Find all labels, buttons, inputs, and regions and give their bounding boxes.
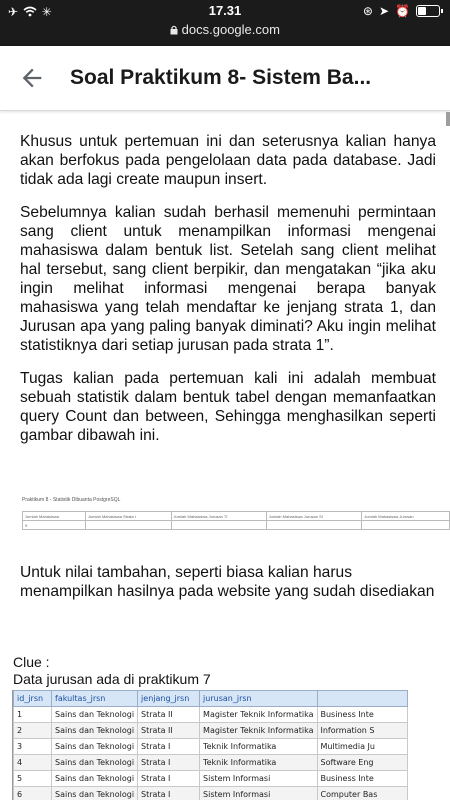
table-cell: Computer Bas [317, 787, 407, 800]
column-header-jurusan: jurusan_jrsn [200, 691, 317, 707]
table-cell: Magister Teknik Informatika [200, 707, 317, 723]
table-cell: Sains dan Teknologi [52, 755, 138, 771]
paragraph-2: Sebelumnya kalian sudah berhasil memenuhi permintaan sang client untuk menampilkan informasi mengenai mahasiswa dalam bentuk list. Setelah sang client melihat hal tersebut, sang client berpikir, dan mengatakan “jika aku ingin melihat informasi mengenai berapa banyak mahasiswa yang telah mendaftar ke jenjang strata 1, dan Jurusan apa yang paling banyak diminati? Aku ingin melihat statistiknya dari setiap jurusan pada strata 1”. [20, 204, 436, 354]
table-cell: Sains dan Teknologi [52, 707, 138, 723]
table-cell: Multimedia Ju [317, 739, 407, 755]
thumbnail-title: Praktikum 8 - Statistik Dibuanta PostgreSQL [22, 497, 121, 503]
lock-icon [170, 25, 178, 35]
table-row [14, 787, 408, 800]
table-cell: Strata I [138, 739, 200, 755]
table-cell: Software Eng [317, 755, 407, 771]
table-cell: Teknik Informatika [200, 755, 317, 771]
status-bar [0, 0, 450, 46]
table-cell: Business Inte [317, 707, 407, 723]
table-row [14, 739, 408, 755]
thumbnail-header: Jumlah Mahasiswa Jurusan [362, 512, 450, 521]
orientation-lock-icon: ⊛ [362, 4, 373, 18]
table-row [14, 707, 408, 723]
loading-icon: ✳ [41, 5, 53, 19]
table-cell: 3 [14, 739, 52, 755]
thumbnail-cell [171, 521, 266, 530]
table-cell: 2 [14, 723, 52, 739]
battery-level [418, 7, 426, 15]
table-cell: 6 [14, 787, 52, 800]
table-cell: Strata I [138, 787, 200, 800]
table-row [14, 771, 408, 787]
table-cell: Magister Teknik Informatika [200, 723, 317, 739]
thumbnail-cell: 9 [23, 521, 86, 530]
url-bar[interactable] [0, 22, 450, 37]
thumbnail-header: Jumlah Mahasiswa Jurusan SI [266, 512, 362, 521]
column-header-fakultas: fakultas_jrsn [52, 691, 138, 707]
document-title: Soal Praktikum 8- Sistem Ba... [70, 66, 372, 89]
thumbnail-cell [362, 521, 450, 530]
table-cell: Strata I [138, 771, 200, 787]
alarm-icon: ⏰ [395, 4, 410, 18]
document-body [20, 132, 436, 459]
table-cell: Strata II [138, 707, 200, 723]
paragraph-1: Khusus untuk pertemuan ini dan seterusnya kalian hanya akan berfokus pada pengelolaan data pada database. Jadi tidak ada lagi create maupun insert. [20, 133, 436, 188]
jurusan-table [13, 690, 408, 800]
column-header-peminatan [317, 691, 407, 707]
table-cell: 1 [14, 707, 52, 723]
thumbnail-header: Jumlah Mahasiswa Jurusan TI [171, 512, 266, 521]
app-bar [0, 46, 450, 111]
table-cell: Information S [317, 723, 407, 739]
column-header-jenjang: jenjang_jrsn [138, 691, 200, 707]
thumbnail-header: Jumlah Mahasiswa [23, 512, 86, 521]
thumbnail-cell [85, 521, 171, 530]
table-cell: Strata I [138, 755, 200, 771]
scrollbar[interactable] [446, 112, 450, 126]
table-cell: Sains dan Teknologi [52, 723, 138, 739]
clue-text: Data jurusan ada di praktikum 7 [13, 671, 211, 687]
table-cell: 5 [14, 771, 52, 787]
url-text: docs.google.com [181, 22, 280, 37]
table-cell: Strata II [138, 723, 200, 739]
airplane-icon: ✈ [8, 5, 20, 19]
thumbnail-cell [266, 521, 362, 530]
column-header-id: id_jrsn [14, 691, 52, 707]
status-time: 17.31 [208, 3, 242, 18]
table-cell: 4 [14, 755, 52, 771]
status-right-icons [363, 4, 440, 18]
extra-paragraph: Untuk nilai tambahan, seperti biasa kalian harus menampilkan hasilnya pada website yang sudah disediakan [20, 564, 435, 600]
table-cell: Sistem Informasi [200, 787, 317, 800]
paragraph-3: Tugas kalian pada pertemuan kali ini adalah membuat sebuah statistik dalam bentuk tabel dengan memanfaatkan query Count dan between, Sehingga menghasilkan seperti gambar dibawah ini. [20, 370, 436, 444]
table-cell: Sistem Informasi [200, 771, 317, 787]
table-cell: Sains dan Teknologi [52, 787, 138, 800]
table-cell: Business Inte [317, 771, 407, 787]
thumbnail-header: Jumlah Mahasiswa Strata I [85, 512, 171, 521]
table-cell: Sains dan Teknologi [52, 739, 138, 755]
statistics-thumbnail-image [22, 497, 450, 539]
thumbnail-table [22, 511, 450, 530]
table-header-row [14, 691, 408, 707]
table-cell: Sains dan Teknologi [52, 771, 138, 787]
clue-label: Clue : [13, 654, 50, 670]
battery-icon [416, 5, 440, 17]
back-arrow-icon[interactable] [18, 64, 46, 92]
location-icon: ➤ [378, 4, 390, 18]
table-row [14, 723, 408, 739]
table-row [14, 755, 408, 771]
clue-block [13, 654, 211, 688]
jurusan-data-table-image [12, 690, 450, 800]
table-cell: Teknik Informatika [200, 739, 317, 755]
